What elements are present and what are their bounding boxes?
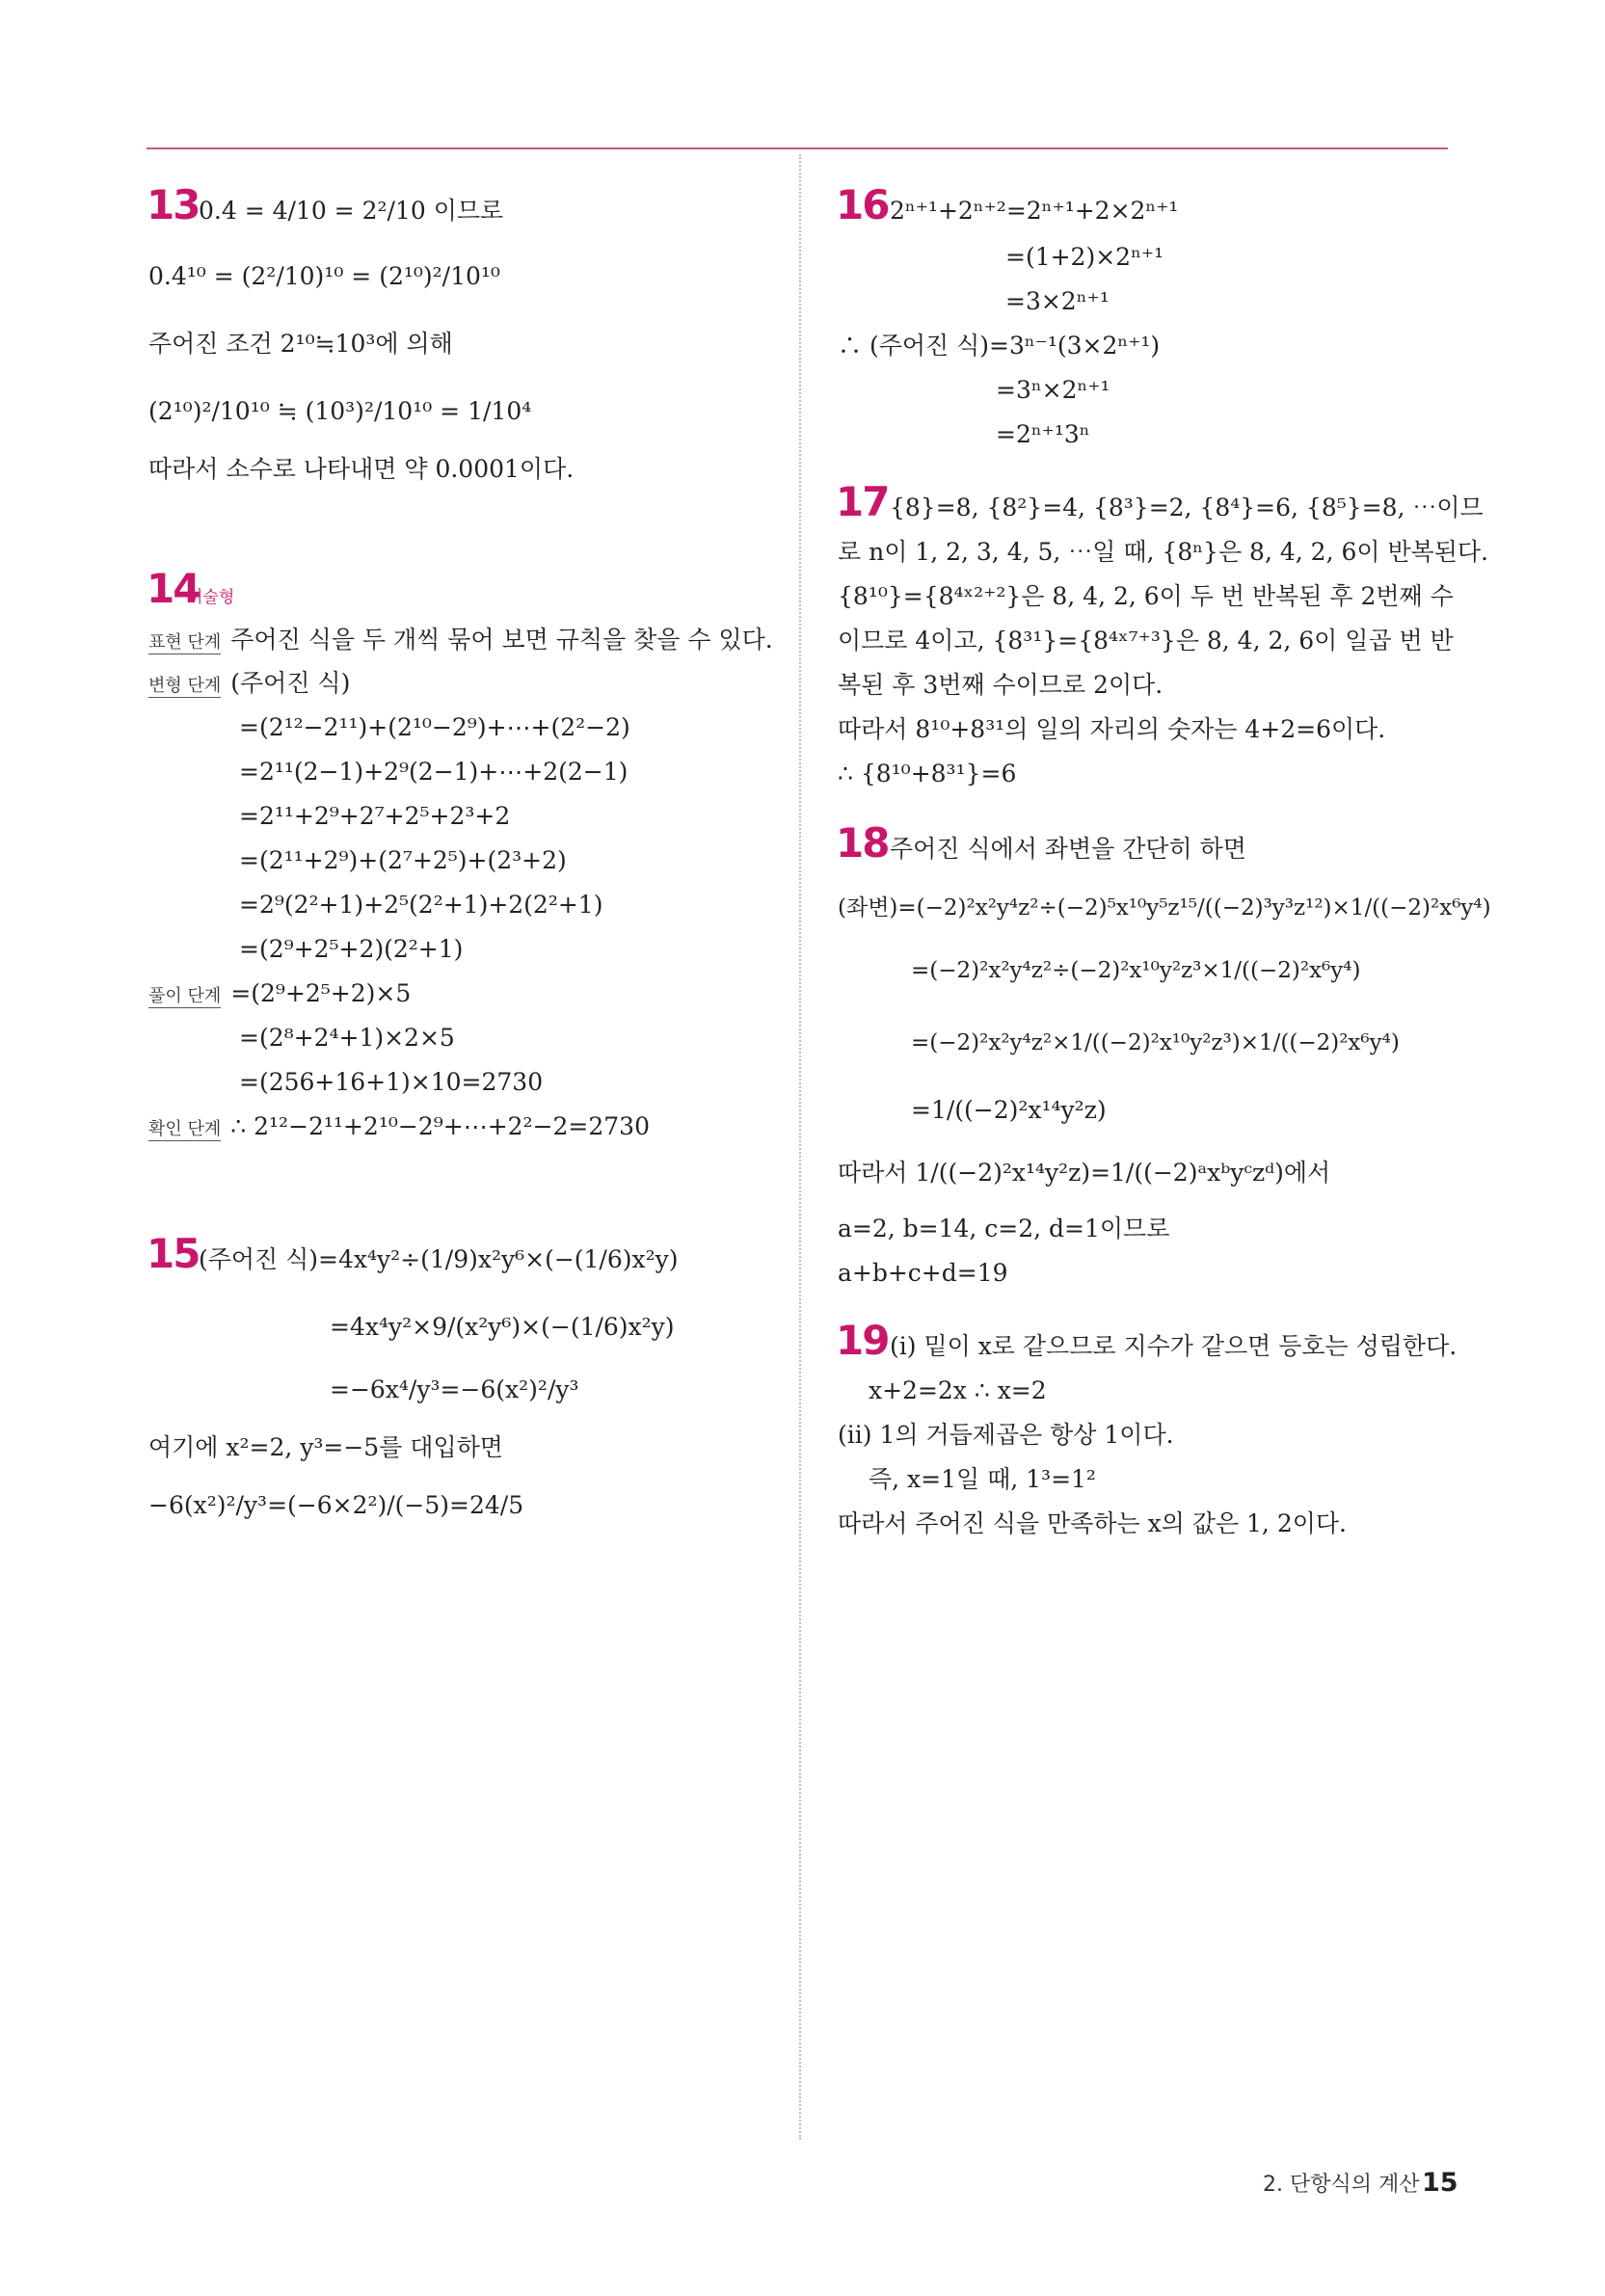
p16-line: =2ⁿ⁺¹3ⁿ: [996, 420, 1090, 448]
top-rule: [147, 147, 1448, 149]
p18-line: 주어진 식에서 좌변을 간단히 하면: [890, 835, 1246, 863]
p14-step-row-2: [148, 667, 350, 703]
p14-line: ∴ 2¹²−2¹¹+2¹⁰−2⁹+⋯+2²−2=2730: [230, 1112, 650, 1140]
problem-15-number: 15: [147, 1230, 200, 1277]
problem-13-number: 13: [147, 181, 200, 228]
p15-line-3: =−6x⁴/y³=−6(x²)²/y³: [330, 1375, 579, 1403]
problem-14-number: 14: [147, 565, 200, 612]
p14-step-row-1: [148, 624, 773, 659]
page-number: 15: [1422, 2168, 1458, 2198]
p17-line: ∴ {8¹⁰+8³¹}=6: [838, 760, 1017, 788]
p13-line-5: 따라서 소수로 나타내면 약 0.0001이다.: [148, 455, 575, 483]
p14-tag: 서술형: [187, 588, 235, 607]
p14-line: (주어진 식): [230, 669, 351, 697]
p13-line-2: 0.4¹⁰ = (2²/10)¹⁰ = (2¹⁰)²/10¹⁰: [148, 262, 500, 290]
p17-line: 따라서 8¹⁰+8³¹의 일의 자리의 숫자는 4+2=6이다.: [838, 715, 1386, 743]
p17-line: 이므로 4이고, {8³¹}={8⁴ˣ⁷⁺³}은 8, 4, 2, 6이 일곱 번 반: [838, 627, 1454, 654]
p14-step-label: 표현 단계: [148, 632, 222, 653]
p15-line-2: =4x⁴y²×9/(x²y⁶)×(−(1/6)x²y): [330, 1313, 675, 1341]
p17-line: 복된 후 3번째 수이므로 2이다.: [838, 671, 1164, 699]
p14-line: =(2¹²−2¹¹)+(2¹⁰−2⁹)+⋯+(2²−2): [239, 713, 630, 741]
column-divider: [799, 154, 801, 2140]
p15-line-4: 여기에 x²=2, y³=−5를 대입하면: [148, 1433, 503, 1461]
p13-line-3: 주어진 조건 2¹⁰≒10³에 의해: [148, 330, 453, 358]
p16-line: 2ⁿ⁺¹+2ⁿ⁺²=2ⁿ⁺¹+2×2ⁿ⁺¹: [890, 197, 1179, 225]
p17-line: 로 n이 1, 2, 3, 4, 5, ⋯일 때, {8ⁿ}은 8, 4, 2, 6이 반복된다.: [838, 538, 1489, 566]
p14-line: =(2⁸+2⁴+1)×2×5: [239, 1024, 455, 1052]
p17-line: {8}=8, {8²}=4, {8³}=2, {8⁴}=6, {8⁵}=8, ⋯이므: [890, 494, 1484, 521]
p14-line: =(2⁹+2⁵+2)(2²+1): [239, 935, 464, 963]
p16-line: ∴ (주어진 식)=3ⁿ⁻¹(3×2ⁿ⁺¹): [838, 332, 1161, 360]
p18-line: a+b+c+d=19: [838, 1259, 1008, 1287]
p18-line: =(−2)²x²y⁴z²×1/((−2)²x¹⁰y²z³)×1/((−2)²x⁶y⁴): [911, 1030, 1400, 1055]
problem-16-number: 16: [836, 181, 889, 228]
p18-line: =1/((−2)²x¹⁴y²z): [911, 1096, 1107, 1124]
problem-17-number: 17: [836, 478, 889, 525]
p18-line: 따라서 1/((−2)²x¹⁴y²z)=1/((−2)ᵃxᵇyᶜzᵈ)에서: [838, 1159, 1331, 1187]
problem-19-number: 19: [836, 1317, 889, 1364]
p18-line: =(−2)²x²y⁴z²÷(−2)²x¹⁰y²z³×1/((−2)²x⁶y⁴): [911, 958, 1361, 983]
p14-line: =(256+16+1)×10=2730: [239, 1068, 544, 1096]
p14-step-row-4: [148, 1110, 650, 1146]
p13-line-4: (2¹⁰)²/10¹⁰ ≒ (10³)²/10¹⁰ = 1/10⁴: [148, 397, 532, 425]
p18-line: (좌변)=(−2)²x²y⁴z²÷(−2)⁵x¹⁰y⁵z¹⁵/((−2)³y³z¹²)×1/((−2)²x⁶y⁴): [838, 895, 1491, 921]
p19-line: 즉, x=1일 때, 1³=1²: [869, 1465, 1096, 1493]
footer-chapter-label: 2. 단항식의 계산: [1263, 2173, 1420, 2197]
p19-line: 따라서 주어진 식을 만족하는 x의 값은 1, 2이다.: [838, 1509, 1347, 1537]
p16-line: =(1+2)×2ⁿ⁺¹: [1005, 243, 1164, 271]
problem-18-number: 18: [836, 819, 889, 867]
p14-line: =(2¹¹+2⁹)+(2⁷+2⁵)+(2³+2): [239, 846, 567, 874]
p14-step-label: 확인 단계: [148, 1119, 222, 1139]
p16-line: =3×2ⁿ⁺¹: [1005, 287, 1110, 315]
p15-line-1: (주어진 식)=4x⁴y²÷(1/9)x²y⁶×(−(1/6)x²y): [199, 1245, 679, 1273]
p14-step-label: 변형 단계: [148, 676, 222, 696]
p14-line: =2¹¹(2−1)+2⁹(2−1)+⋯+2(2−1): [239, 758, 629, 786]
p19-line: (ⅱ) 1의 거듭제곱은 항상 1이다.: [838, 1421, 1174, 1449]
p18-line: a=2, b=14, c=2, d=1이므로: [838, 1215, 1170, 1242]
p19-line: x+2=2x ∴ x=2: [869, 1376, 1047, 1404]
p16-line: =3ⁿ×2ⁿ⁺¹: [996, 376, 1110, 404]
p14-line: =2¹¹+2⁹+2⁷+2⁵+2³+2: [239, 802, 511, 830]
p14-line: =(2⁹+2⁵+2)×5: [230, 979, 412, 1007]
p14-step-row-3: [148, 977, 411, 1013]
p15-line-5: −6(x²)²/y³=(−6×2²)/(−5)=24/5: [148, 1491, 524, 1519]
p14-line: =2⁹(2²+1)+2⁵(2²+1)+2(2²+1): [239, 891, 603, 919]
p19-line: (ⅰ) 밑이 x로 같으므로 지수가 같으면 등호는 성립한다.: [890, 1332, 1458, 1360]
p13-line-1: 0.4 = 4/10 = 2²/10 이므로: [199, 197, 504, 225]
p14-line: 주어진 식을 두 개씩 묶어 보면 규칙을 찾을 수 있다.: [230, 626, 773, 654]
p17-line: {8¹⁰}={8⁴ˣ²⁺²}은 8, 4, 2, 6이 두 번 반복된 후 2번째 수: [838, 582, 1454, 610]
p14-step-label: 풀이 단계: [148, 986, 222, 1006]
